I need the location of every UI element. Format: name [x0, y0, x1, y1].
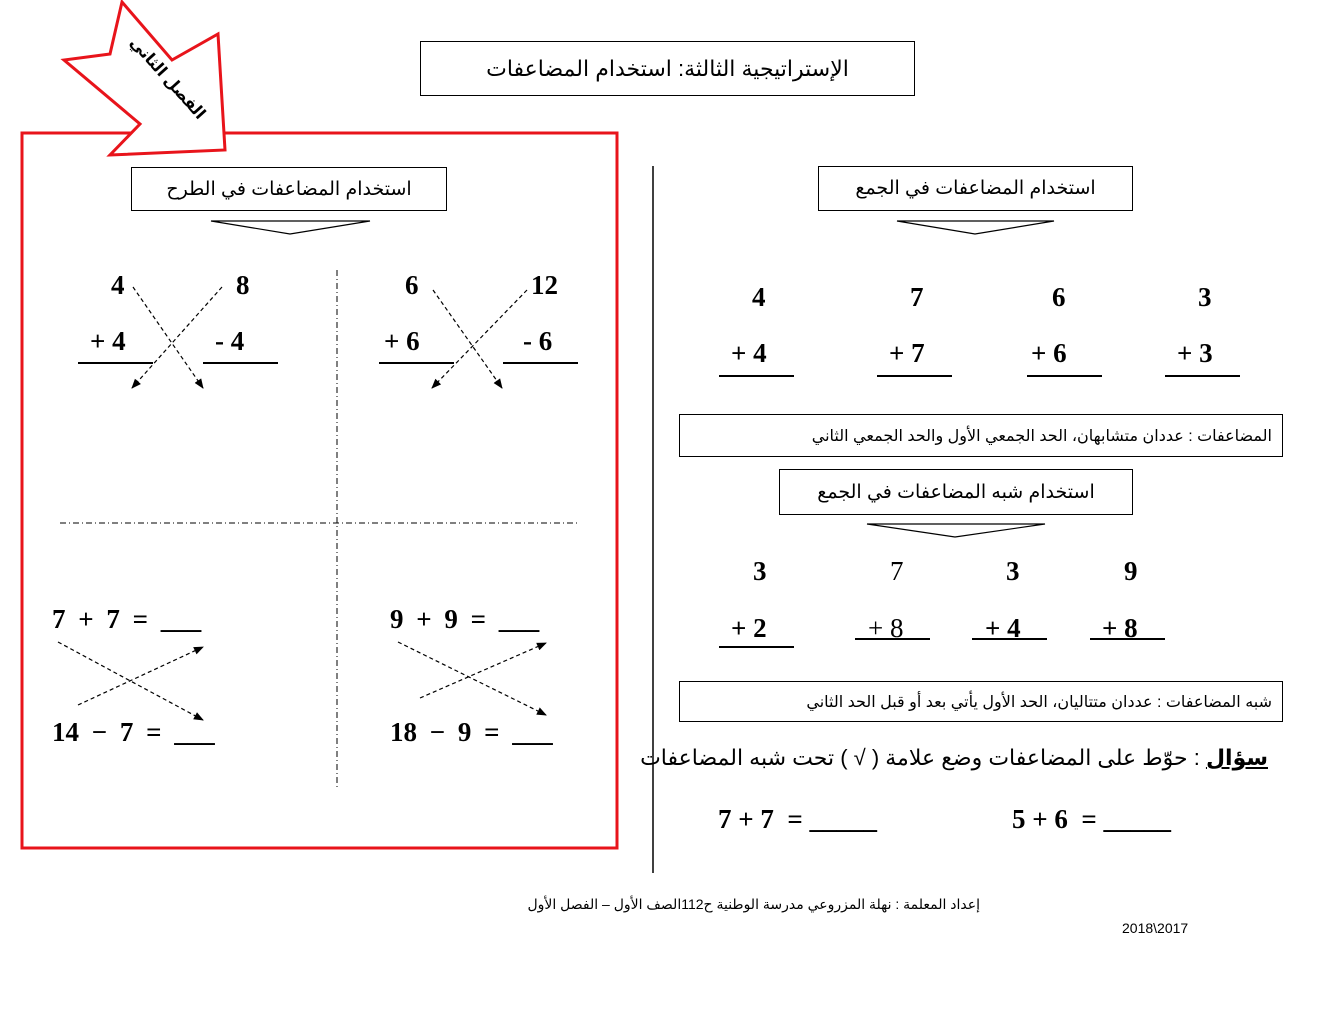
question-eq-left: 7 + 7 = _____ — [718, 804, 878, 834]
answer-line — [972, 638, 1047, 640]
pair-a-bottom-right: - 4 — [215, 326, 245, 356]
addition-heading-pointer — [897, 221, 1054, 234]
cross-arrow — [133, 287, 203, 388]
near-doubles-heading: استخدام شبه المضاعفات في الجمع — [779, 469, 1133, 515]
subtraction-heading: استخدام المضاعفات في الطرح — [131, 167, 447, 211]
pair-b-top-right: 12 — [531, 270, 558, 300]
answer-line — [719, 646, 794, 648]
near-bottom-1: + 2 — [731, 613, 767, 643]
answer-line — [78, 362, 153, 364]
addition-bottom-1: + 4 — [731, 338, 767, 368]
answer-line — [719, 375, 794, 377]
page-title: الإستراتيجية الثالثة: استخدام المضاعفات — [420, 41, 915, 96]
pair-b-bottom-right: - 6 — [523, 326, 553, 356]
answer-line — [855, 638, 930, 640]
near-top-3: 3 — [1006, 556, 1020, 586]
addition-bottom-3: + 6 — [1031, 338, 1067, 368]
addition-bottom-4: + 3 — [1177, 338, 1213, 368]
near-top-2: 7 — [890, 556, 904, 586]
answer-line — [1165, 375, 1240, 377]
answer-line — [203, 362, 278, 364]
near-top-4: 9 — [1124, 556, 1138, 586]
doubles-definition: المضاعفات : عددان متشابهان، الحد الجمعي الأول والحد الجمعي الثاني — [679, 414, 1283, 457]
answer-line — [1090, 638, 1165, 640]
cross-arrow — [78, 647, 203, 705]
eq-b-bottom: 18 − 9 = ___ — [390, 717, 553, 747]
eq-a-top: 7 + 7 = ___ — [52, 604, 202, 634]
pair-a-bottom-left: + 4 — [90, 326, 126, 356]
near-bottom-3: + 4 — [985, 613, 1021, 643]
addition-top-3: 6 — [1052, 282, 1066, 312]
pair-a-top-right: 8 — [236, 270, 250, 300]
near-bottom-2: + 8 — [868, 613, 904, 643]
addition-top-1: 4 — [752, 282, 766, 312]
cross-arrow — [433, 290, 502, 388]
cross-arrow — [132, 287, 222, 388]
answer-line — [1027, 375, 1102, 377]
cross-arrow — [432, 290, 527, 388]
addition-top-4: 3 — [1198, 282, 1212, 312]
question-eq-right: 5 + 6 = _____ — [1012, 804, 1172, 834]
addition-heading: استخدام المضاعفات في الجمع — [818, 166, 1133, 211]
answer-line — [379, 362, 454, 364]
eq-a-bottom: 14 − 7 = ___ — [52, 717, 215, 747]
pair-b-bottom-left: + 6 — [384, 326, 420, 356]
answer-line — [877, 375, 952, 377]
near-doubles-definition: شبه المضاعفات : عددان متتاليان، الحد الأول يأتي بعد أو قبل الحد الثاني — [679, 681, 1283, 722]
footer-year: 2018\2017 — [1122, 920, 1189, 936]
addition-bottom-2: + 7 — [889, 338, 925, 368]
pair-b-top-left: 6 — [405, 270, 419, 300]
footer-credit: إعداد المعلمة : نهلة المزروعي مدرسة الوطنية ح112الصف الأول – الفصل الأول — [527, 896, 980, 912]
subtraction-heading-pointer — [211, 221, 370, 234]
cross-arrow — [420, 643, 546, 698]
badge-text: الفصل الثاني — [126, 34, 209, 123]
question-label: سؤال — [1205, 745, 1268, 770]
eq-b-top: 9 + 9 = ___ — [390, 604, 540, 634]
near-bottom-4: + 8 — [1102, 613, 1138, 643]
near-top-1: 3 — [753, 556, 767, 586]
addition-top-2: 7 — [910, 282, 924, 312]
question-text: : حوّط على المضاعفات وضع علامة ( √ ) تحت شبه المضاعفات — [640, 745, 1206, 770]
near-doubles-heading-pointer — [867, 524, 1045, 537]
question — [640, 745, 1268, 771]
answer-line — [503, 362, 578, 364]
pair-a-top-left: 4 — [111, 270, 125, 300]
